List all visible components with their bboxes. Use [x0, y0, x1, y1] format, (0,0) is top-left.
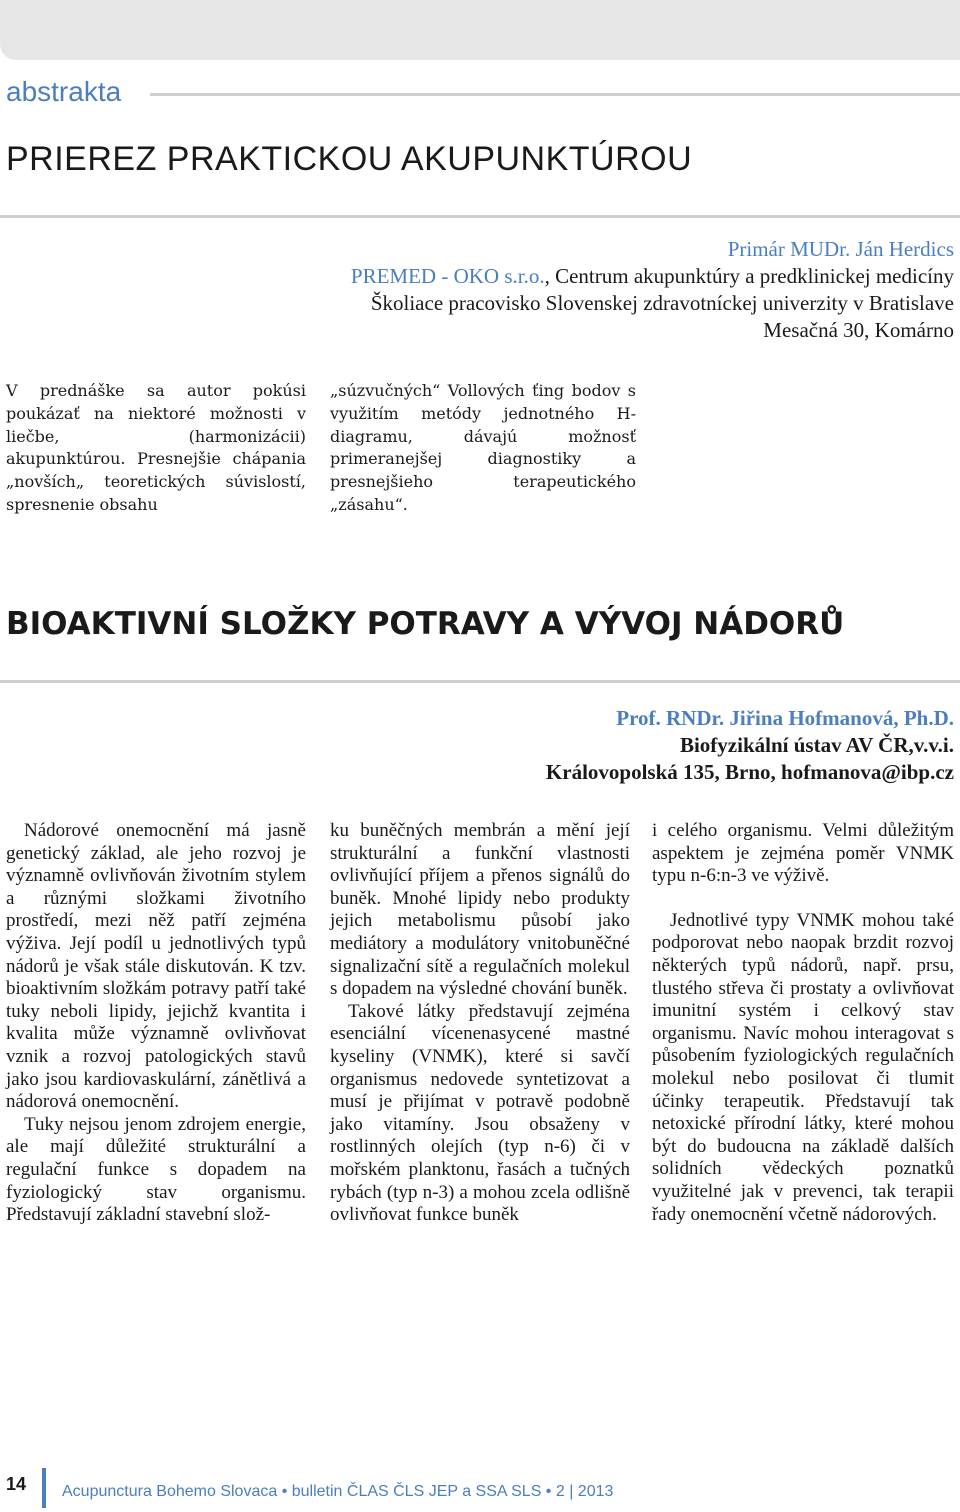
- article2-col3-paragraph-1: i celého organismu. Velmi důležitým aspektem je zejména poměr VNMK typu n-6:n-3 ve výživě.: [652, 820, 954, 887]
- article2-col1-paragraph-2: Tuky nejsou jenom zdrojem energie, ale mají důležité strukturální a regulační funkce s dopadem na fyziologický stav organismu. Představují základní stavební slož-: [6, 1113, 306, 1226]
- article2-column-3: [652, 820, 954, 1226]
- article2-col1-paragraph-1: Nádorové onemocnění má jasně genetický základ, ale jeho rozvoj je významně ovlivňován životním stylem a různými složkami životního prostředí, mezi něž patří zejména výživa. Její podíl u jednotlivých typů nádorů je však stále diskutován. K tzv. bioaktivním složkám potravy patří také tuky neboli lipidy, jejichž kvantita i kvalita může významně ovlivňovat vznik a rozvoj patologických stavů jako jsou kardiovaskulární, zánětlivá a nádorová onemocnění.: [6, 820, 306, 1113]
- article1-affiliation-prefix: PREMED - OKO s.r.o.: [350, 264, 545, 288]
- article2-divider: [0, 680, 960, 683]
- article1-column-2: [330, 380, 636, 517]
- article2-author-name: Prof. RNDr. Jiřina Hofmanová, Ph.D.: [616, 706, 954, 730]
- article2-column-1: [6, 820, 306, 1227]
- article1-column-1: [6, 380, 306, 517]
- article2-col2-paragraph-2: Takové látky představují zejména esenciální vícenenasycené mastné kyseliny (VNMK), které si savčí organismus nedovede syntetizovat a musí je přijímat v potravě podobně jako vitamíny. Jsou obsaženy v rostlinných olejích (typ n-6) či v mořském planktonu, řasách a tučných rybách (typ n-3) a mohou zcela odlišně ovlivňovat funkce buněk: [330, 1000, 630, 1226]
- article1-affiliation-2: Školiace pracovisko Slovenskej zdravotníckej univerzity v Bratislave: [370, 291, 954, 315]
- article1-author-block: [351, 236, 954, 344]
- article1-affiliation: [351, 263, 954, 290]
- section-label: abstrakta: [6, 76, 122, 107]
- article2-author-block: [546, 705, 954, 786]
- article1-address: Mesačná 30, Komárno: [763, 318, 954, 342]
- article1-affiliation-rest: , Centrum akupunktúry a predklinickej medicíny: [544, 264, 954, 288]
- page-number: 14: [6, 1474, 27, 1494]
- article2-column-2: [330, 820, 630, 1227]
- article2-address: Královopolská 135, Brno, hofmanova@ibp.cz: [545, 760, 954, 784]
- article1-title: PRIEREZ PRAKTICKOU AKUPUNKTÚROU: [6, 140, 693, 178]
- top-decor-band: [0, 0, 960, 60]
- footer-accent-bar: [42, 1468, 46, 1508]
- article2-affiliation: Biofyzikální ústav AV ČR,v.v.i.: [679, 733, 954, 757]
- article1-author-name: Primár MUDr. Ján Herdics: [727, 237, 954, 261]
- article1-col2-text: „súzvučných“ Vollových ťing bodov s využitím metódy jednotného H-diagramu, dávajú možnosť primeranejšej diagnostiky a presnejšieho terapeutického „zásahu“.: [330, 381, 636, 514]
- footer-publication: Acupunctura Bohemo Slovaca • bulletin ČLAS ČLS JEP a SSA SLS • 2 | 2013: [62, 1483, 614, 1500]
- article2-col3-paragraph-2: Jednotlivé typy VNMK mohou také podporovat nebo naopak brzdit rozvoj některých typů nádorů, např. prsu, tlustého střeva či prostaty a ovlivňovat imunitní systém i celkový stav organismu. Navíc mohou interagovat s působením fyziologických regulačních molekul nebo posilovat či tlumit účinky terapeutik. Představují tak netoxické přírodní látky, které mohou být do budoucna na základě dalších solidních vědeckých poznatků využitelné jak v prevenci, tak terapii řady onemocnění včetně nádorových.: [652, 909, 954, 1225]
- article2-col2-paragraph-1: ku buněčných membrán a mění její strukturální a funkční vlastnosti ovlivňující příjem a přenos signálů do buněk. Mnohé lipidy nebo produkty jejich metabolismu působí jako mediátory a modulátory vnitobuněčné signalizační sítě a regulačních molekul s dopadem na výsledné chování buněk.: [330, 820, 630, 1000]
- section-divider: [150, 93, 960, 96]
- article1-divider: [0, 215, 960, 218]
- article2-title: BIOAKTIVNÍ SLOŽKY POTRAVY A VÝVOJ NÁDORŮ: [6, 606, 845, 642]
- article1-col1-text: V prednáške sa autor pokúsi poukázať na niektoré možnosti v liečbe, (harmonizácii) akupunktúrou. Presnejšie chápania „novších„ teoretických súvislostí, spresnenie obsahu: [6, 381, 306, 514]
